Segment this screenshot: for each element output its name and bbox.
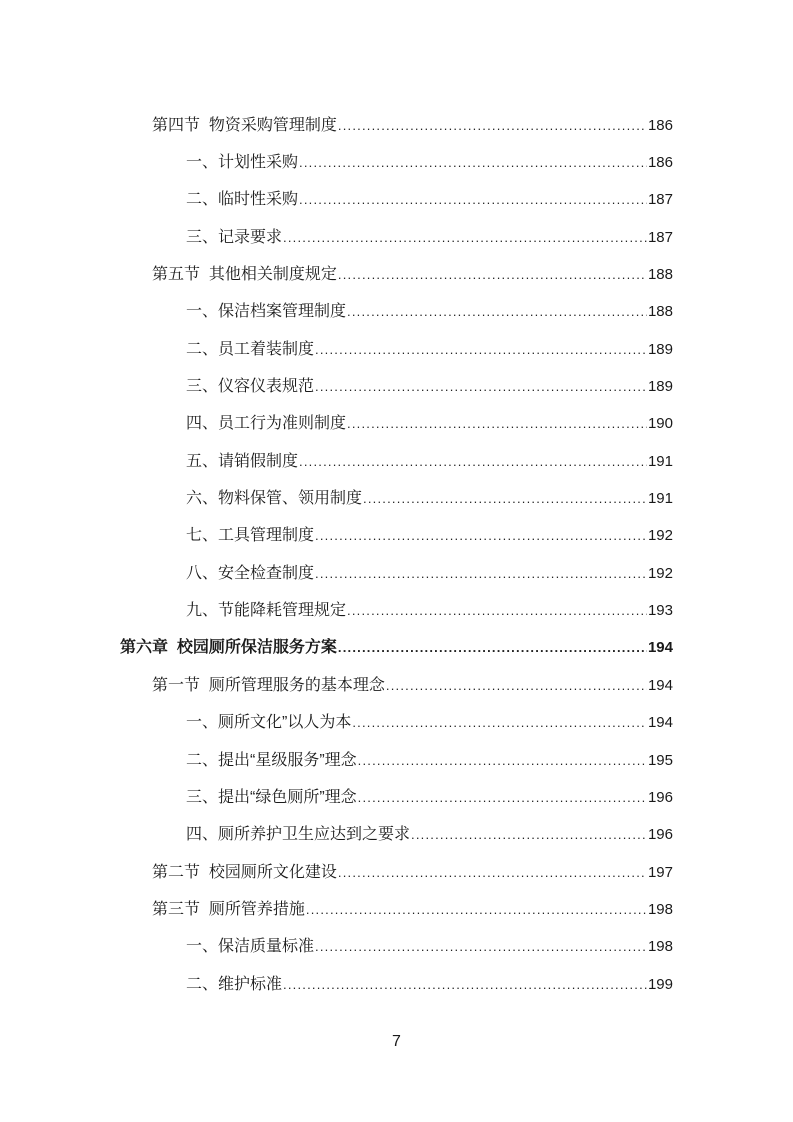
toc-entry-title: 三、仪容仪表规范 xyxy=(186,378,315,396)
page-number: 7 xyxy=(392,1033,401,1050)
toc-entry-title: 第三节 厕所管养措施 xyxy=(152,900,305,918)
toc-entry[interactable] xyxy=(0,294,793,331)
toc-entry[interactable] xyxy=(0,705,793,742)
toc-chapter-entry[interactable] xyxy=(0,630,793,667)
toc-entry-page: 193 xyxy=(647,602,673,620)
toc-dot-leader xyxy=(411,825,647,845)
toc-entry[interactable] xyxy=(0,182,793,219)
toc-entry-page: 194 xyxy=(647,639,673,657)
toc-entry-title: 第六章 校园厕所保洁服务方案 xyxy=(120,639,337,657)
toc-entry-title: 二、临时性采购 xyxy=(186,191,299,209)
toc-entry[interactable] xyxy=(0,742,793,779)
toc-dot-leader xyxy=(386,676,647,696)
toc-entry-page: 189 xyxy=(647,378,673,396)
toc-entry[interactable] xyxy=(0,592,793,629)
toc-entry-page: 186 xyxy=(647,154,673,172)
toc-dot-leader xyxy=(358,788,647,808)
toc-dot-leader xyxy=(299,452,647,472)
toc-entry[interactable] xyxy=(0,331,793,368)
toc-entry-title: 三、记录要求 xyxy=(186,228,283,246)
toc-entry-page: 196 xyxy=(647,788,673,806)
toc-entry[interactable] xyxy=(0,817,793,854)
toc-entry-page: 199 xyxy=(647,975,673,993)
toc-entry-title: 九、节能降耗管理规定 xyxy=(186,602,347,620)
toc-dot-leader xyxy=(338,265,647,285)
toc-entry-title: 六、物料保管、领用制度 xyxy=(186,490,363,508)
toc-entry-page: 190 xyxy=(647,415,673,433)
toc-dot-leader xyxy=(338,638,647,658)
toc-entry[interactable] xyxy=(0,368,793,405)
toc-entry[interactable] xyxy=(0,518,793,555)
toc-entry-title: 八、安全检查制度 xyxy=(186,564,315,582)
toc-entry-title: 四、员工行为准则制度 xyxy=(186,415,347,433)
toc-dot-leader xyxy=(363,489,647,509)
toc-entry-title: 一、计划性采购 xyxy=(186,154,299,172)
toc-dot-leader xyxy=(358,751,647,771)
toc-entry-page: 194 xyxy=(647,676,673,694)
toc-dot-leader xyxy=(347,302,647,322)
toc-entry-page: 192 xyxy=(647,564,673,582)
toc-entry[interactable] xyxy=(0,667,793,704)
toc-entry-page: 188 xyxy=(647,266,673,284)
toc-entry[interactable] xyxy=(0,966,793,1003)
toc-dot-leader xyxy=(347,601,647,621)
toc-entry-title: 第一节 厕所管理服务的基本理念 xyxy=(152,676,385,694)
toc-entry[interactable] xyxy=(0,219,793,256)
toc-entry-page: 192 xyxy=(647,527,673,545)
toc-dot-leader xyxy=(352,713,647,733)
toc-entry-page: 187 xyxy=(647,191,673,209)
toc-entry-title: 二、员工着装制度 xyxy=(186,340,315,358)
toc-entry[interactable] xyxy=(0,406,793,443)
toc-entry-title: 二、提出“星级服务”理念 xyxy=(186,751,357,769)
toc-entry-title: 七、工具管理制度 xyxy=(186,527,315,545)
toc-entry-page: 187 xyxy=(647,228,673,246)
toc-entry-title: 一、保洁档案管理制度 xyxy=(186,303,347,321)
toc-entry-page: 198 xyxy=(647,900,673,918)
toc-entry-title: 五、请销假制度 xyxy=(186,452,299,470)
toc-entry[interactable] xyxy=(0,443,793,480)
toc-entry-title: 第二节 校园厕所文化建设 xyxy=(152,863,337,881)
toc-entry-page: 198 xyxy=(647,938,673,956)
toc-entry-page: 191 xyxy=(647,452,673,470)
toc-entry-page: 186 xyxy=(647,116,673,134)
toc-entry[interactable] xyxy=(0,891,793,928)
toc-entry-page: 189 xyxy=(647,340,673,358)
toc-entry-title: 一、厕所文化”以人为本 xyxy=(186,714,352,732)
toc-entry-page: 191 xyxy=(647,490,673,508)
toc-entry[interactable] xyxy=(0,480,793,517)
toc-entry-title: 三、提出“绿色厕所”理念 xyxy=(186,788,357,806)
toc-entry-title: 二、维护标准 xyxy=(186,975,283,993)
toc-dot-leader xyxy=(299,153,647,173)
toc-dot-leader xyxy=(299,190,647,210)
toc-dot-leader xyxy=(338,863,647,883)
toc-dot-leader xyxy=(315,564,647,584)
toc-dot-leader xyxy=(315,526,647,546)
toc-entry-page: 196 xyxy=(647,826,673,844)
toc-entry-title: 四、厕所养护卫生应达到之要求 xyxy=(186,826,411,844)
toc-entry[interactable] xyxy=(0,779,793,816)
toc-entry[interactable] xyxy=(0,929,793,966)
toc-entry-title: 第四节 物资采购管理制度 xyxy=(152,116,337,134)
toc-dot-leader xyxy=(283,228,647,248)
toc-entry[interactable] xyxy=(0,144,793,181)
toc-dot-leader xyxy=(338,116,647,136)
toc-entry[interactable] xyxy=(0,854,793,891)
toc-entry-page: 194 xyxy=(647,714,673,732)
toc-entry[interactable] xyxy=(0,256,793,293)
toc-entry-title: 第五节 其他相关制度规定 xyxy=(152,266,337,284)
toc-dot-leader xyxy=(315,937,647,957)
toc-entry-page: 197 xyxy=(647,863,673,881)
toc-entry-page: 188 xyxy=(647,303,673,321)
toc-entry[interactable] xyxy=(0,555,793,592)
toc-dot-leader xyxy=(347,414,647,434)
toc-entry-page: 195 xyxy=(647,751,673,769)
toc-dot-leader xyxy=(283,975,647,995)
toc-entry-title: 一、保洁质量标准 xyxy=(186,938,315,956)
toc-dot-leader xyxy=(315,377,647,397)
toc-dot-leader xyxy=(306,900,647,920)
toc-dot-leader xyxy=(315,340,647,360)
table-of-contents xyxy=(0,107,793,1003)
toc-entry[interactable] xyxy=(0,107,793,144)
